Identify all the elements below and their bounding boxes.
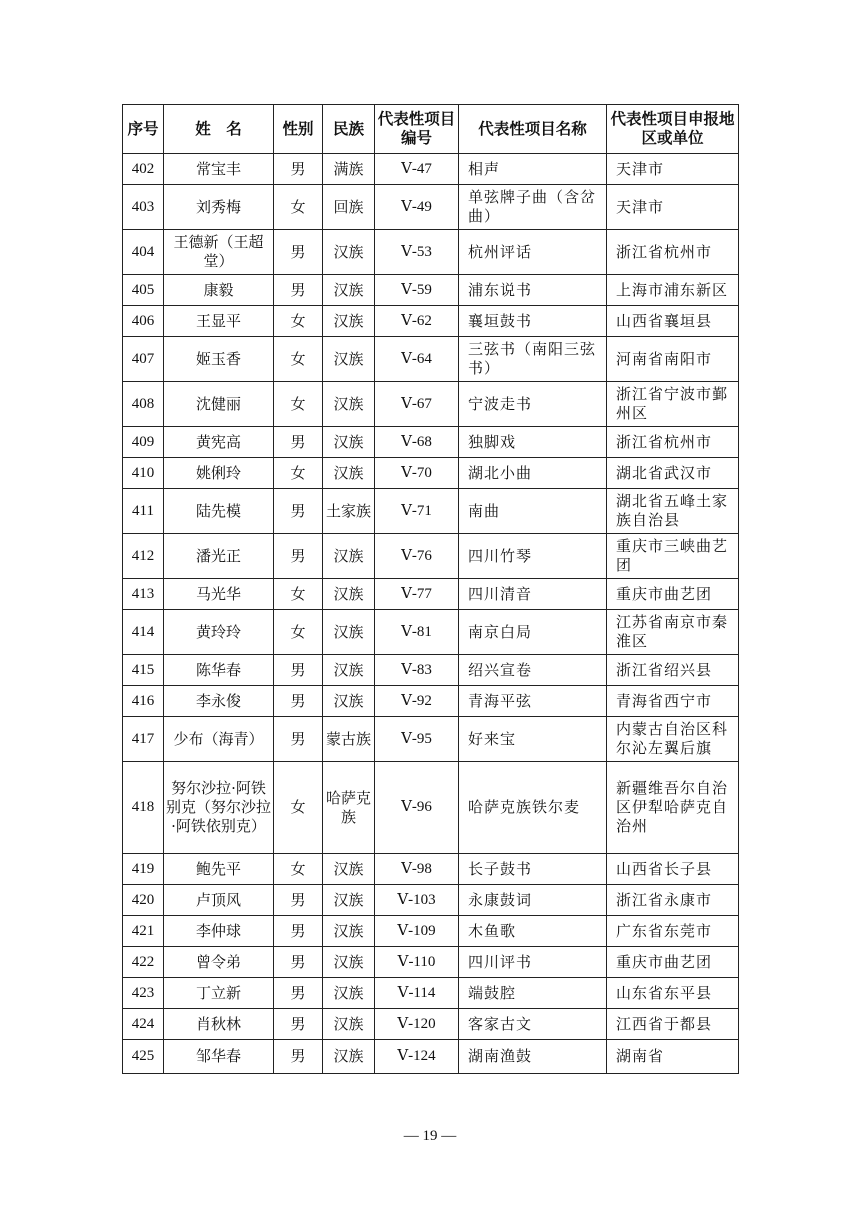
cell-project-code: Ⅴ-120 bbox=[375, 1009, 459, 1040]
cell-serial: 419 bbox=[123, 854, 164, 885]
cell-project-name: 独脚戏 bbox=[459, 427, 607, 458]
cell-ethnicity: 汉族 bbox=[323, 947, 375, 978]
table-row bbox=[123, 686, 739, 717]
cell-region: 湖南省 bbox=[607, 1040, 739, 1074]
cell-project-name: 浦东说书 bbox=[459, 275, 607, 306]
header-project-code: 代表性项目编号 bbox=[375, 105, 459, 154]
cell-project-name: 杭州评话 bbox=[459, 230, 607, 275]
cell-project-code: Ⅴ-76 bbox=[375, 534, 459, 579]
cell-serial: 411 bbox=[123, 489, 164, 534]
header-ethnicity: 民族 bbox=[323, 105, 375, 154]
table-row bbox=[123, 154, 739, 185]
cell-project-name: 四川评书 bbox=[459, 947, 607, 978]
cell-sex: 女 bbox=[274, 382, 323, 427]
cell-sex: 女 bbox=[274, 337, 323, 382]
cell-serial: 414 bbox=[123, 610, 164, 655]
cell-sex: 男 bbox=[274, 947, 323, 978]
cell-ethnicity: 汉族 bbox=[323, 275, 375, 306]
cell-serial: 402 bbox=[123, 154, 164, 185]
cell-serial: 424 bbox=[123, 1009, 164, 1040]
table-row bbox=[123, 185, 739, 230]
cell-region: 青海省西宁市 bbox=[607, 686, 739, 717]
cell-ethnicity: 汉族 bbox=[323, 579, 375, 610]
cell-project-name: 四川竹琴 bbox=[459, 534, 607, 579]
cell-sex: 男 bbox=[274, 427, 323, 458]
cell-serial: 416 bbox=[123, 686, 164, 717]
cell-project-name: 四川清音 bbox=[459, 579, 607, 610]
table-row bbox=[123, 337, 739, 382]
cell-name: 黄宪高 bbox=[164, 427, 274, 458]
cell-sex: 女 bbox=[274, 610, 323, 655]
cell-name: 李永俊 bbox=[164, 686, 274, 717]
cell-project-name: 襄垣鼓书 bbox=[459, 306, 607, 337]
cell-ethnicity: 土家族 bbox=[323, 489, 375, 534]
cell-ethnicity: 汉族 bbox=[323, 655, 375, 686]
cell-project-code: Ⅴ-124 bbox=[375, 1040, 459, 1074]
table-row bbox=[123, 854, 739, 885]
cell-sex: 女 bbox=[274, 854, 323, 885]
cell-project-code: Ⅴ-109 bbox=[375, 916, 459, 947]
cell-name: 黄玲玲 bbox=[164, 610, 274, 655]
cell-name: 康毅 bbox=[164, 275, 274, 306]
cell-name: 潘光正 bbox=[164, 534, 274, 579]
cell-region: 山东省东平县 bbox=[607, 978, 739, 1009]
table-row bbox=[123, 916, 739, 947]
cell-region: 山西省长子县 bbox=[607, 854, 739, 885]
cell-serial: 413 bbox=[123, 579, 164, 610]
cell-region: 广东省东莞市 bbox=[607, 916, 739, 947]
table-row bbox=[123, 427, 739, 458]
cell-region: 浙江省宁波市鄞州区 bbox=[607, 382, 739, 427]
cell-serial: 420 bbox=[123, 885, 164, 916]
cell-serial: 425 bbox=[123, 1040, 164, 1074]
cell-name: 肖秋林 bbox=[164, 1009, 274, 1040]
cell-region: 湖北省武汉市 bbox=[607, 458, 739, 489]
cell-project-name: 单弦牌子曲（含岔曲） bbox=[459, 185, 607, 230]
cell-region: 天津市 bbox=[607, 185, 739, 230]
cell-region: 上海市浦东新区 bbox=[607, 275, 739, 306]
table-row bbox=[123, 230, 739, 275]
cell-project-code: Ⅴ-110 bbox=[375, 947, 459, 978]
cell-serial: 408 bbox=[123, 382, 164, 427]
cell-serial: 404 bbox=[123, 230, 164, 275]
cell-project-code: Ⅴ-81 bbox=[375, 610, 459, 655]
cell-name: 常宝丰 bbox=[164, 154, 274, 185]
cell-project-code: Ⅴ-62 bbox=[375, 306, 459, 337]
cell-region: 山西省襄垣县 bbox=[607, 306, 739, 337]
cell-project-code: Ⅴ-98 bbox=[375, 854, 459, 885]
cell-project-name: 永康鼓词 bbox=[459, 885, 607, 916]
cell-serial: 417 bbox=[123, 717, 164, 762]
cell-project-name: 客家古文 bbox=[459, 1009, 607, 1040]
table-row bbox=[123, 275, 739, 306]
cell-ethnicity: 汉族 bbox=[323, 230, 375, 275]
cell-project-code: Ⅴ-64 bbox=[375, 337, 459, 382]
cell-project-name: 青海平弦 bbox=[459, 686, 607, 717]
cell-serial: 423 bbox=[123, 978, 164, 1009]
cell-serial: 405 bbox=[123, 275, 164, 306]
cell-sex: 男 bbox=[274, 686, 323, 717]
cell-region: 浙江省杭州市 bbox=[607, 230, 739, 275]
cell-project-name: 哈萨克族铁尔麦 bbox=[459, 762, 607, 854]
cell-region: 重庆市曲艺团 bbox=[607, 579, 739, 610]
cell-project-code: Ⅴ-71 bbox=[375, 489, 459, 534]
table-row bbox=[123, 885, 739, 916]
cell-name: 丁立新 bbox=[164, 978, 274, 1009]
cell-sex: 男 bbox=[274, 717, 323, 762]
cell-project-name: 木鱼歌 bbox=[459, 916, 607, 947]
cell-name: 王显平 bbox=[164, 306, 274, 337]
cell-project-name: 好来宝 bbox=[459, 717, 607, 762]
cell-serial: 407 bbox=[123, 337, 164, 382]
header-name: 姓 名 bbox=[164, 105, 274, 154]
cell-sex: 女 bbox=[274, 579, 323, 610]
cell-region: 湖北省五峰土家族自治县 bbox=[607, 489, 739, 534]
cell-ethnicity: 汉族 bbox=[323, 854, 375, 885]
page-number: — 19 — bbox=[403, 1128, 457, 1144]
cell-region: 河南省南阳市 bbox=[607, 337, 739, 382]
cell-ethnicity: 汉族 bbox=[323, 978, 375, 1009]
table-row bbox=[123, 579, 739, 610]
cell-name: 曾令弟 bbox=[164, 947, 274, 978]
cell-region: 浙江省绍兴县 bbox=[607, 655, 739, 686]
table-row bbox=[123, 762, 739, 854]
cell-serial: 418 bbox=[123, 762, 164, 854]
cell-name: 陆先模 bbox=[164, 489, 274, 534]
cell-ethnicity: 汉族 bbox=[323, 306, 375, 337]
cell-region: 浙江省永康市 bbox=[607, 885, 739, 916]
cell-ethnicity: 蒙古族 bbox=[323, 717, 375, 762]
header-sex: 性别 bbox=[274, 105, 323, 154]
cell-name: 王德新（王超堂） bbox=[164, 230, 274, 275]
cell-region: 江西省于都县 bbox=[607, 1009, 739, 1040]
cell-project-name: 宁波走书 bbox=[459, 382, 607, 427]
cell-sex: 男 bbox=[274, 1009, 323, 1040]
cell-region: 浙江省杭州市 bbox=[607, 427, 739, 458]
cell-project-code: Ⅴ-70 bbox=[375, 458, 459, 489]
cell-ethnicity: 满族 bbox=[323, 154, 375, 185]
table-row bbox=[123, 489, 739, 534]
table-row bbox=[123, 655, 739, 686]
table-row bbox=[123, 306, 739, 337]
table-row bbox=[123, 978, 739, 1009]
cell-sex: 男 bbox=[274, 978, 323, 1009]
cell-region: 重庆市曲艺团 bbox=[607, 947, 739, 978]
cell-ethnicity: 汉族 bbox=[323, 382, 375, 427]
cell-ethnicity: 汉族 bbox=[323, 916, 375, 947]
cell-name: 鲍先平 bbox=[164, 854, 274, 885]
cell-project-code: Ⅴ-95 bbox=[375, 717, 459, 762]
cell-project-code: Ⅴ-59 bbox=[375, 275, 459, 306]
cell-serial: 422 bbox=[123, 947, 164, 978]
cell-project-name: 绍兴宣卷 bbox=[459, 655, 607, 686]
cell-ethnicity: 哈萨克族 bbox=[323, 762, 375, 854]
cell-ethnicity: 汉族 bbox=[323, 610, 375, 655]
table-row bbox=[123, 458, 739, 489]
cell-sex: 女 bbox=[274, 306, 323, 337]
cell-ethnicity: 汉族 bbox=[323, 1009, 375, 1040]
cell-project-code: Ⅴ-92 bbox=[375, 686, 459, 717]
inheritors-table bbox=[122, 104, 739, 1074]
header-project-name: 代表性项目名称 bbox=[459, 105, 607, 154]
cell-sex: 男 bbox=[274, 916, 323, 947]
cell-project-code: Ⅴ-77 bbox=[375, 579, 459, 610]
cell-project-code: Ⅴ-83 bbox=[375, 655, 459, 686]
cell-project-name: 相声 bbox=[459, 154, 607, 185]
cell-name: 陈华春 bbox=[164, 655, 274, 686]
cell-serial: 410 bbox=[123, 458, 164, 489]
cell-project-name: 湖南渔鼓 bbox=[459, 1040, 607, 1074]
cell-name: 努尔沙拉·阿铁别克（努尔沙拉·阿铁依别克） bbox=[164, 762, 274, 854]
cell-ethnicity: 回族 bbox=[323, 185, 375, 230]
table-body bbox=[123, 154, 739, 1074]
cell-project-name: 南京白局 bbox=[459, 610, 607, 655]
cell-project-code: Ⅴ-49 bbox=[375, 185, 459, 230]
cell-project-name: 长子鼓书 bbox=[459, 854, 607, 885]
table-row bbox=[123, 947, 739, 978]
table-row bbox=[123, 717, 739, 762]
cell-name: 姚俐玲 bbox=[164, 458, 274, 489]
cell-ethnicity: 汉族 bbox=[323, 686, 375, 717]
cell-project-code: Ⅴ-53 bbox=[375, 230, 459, 275]
cell-sex: 男 bbox=[274, 885, 323, 916]
cell-ethnicity: 汉族 bbox=[323, 885, 375, 916]
cell-sex: 男 bbox=[274, 1040, 323, 1074]
cell-project-code: Ⅴ-68 bbox=[375, 427, 459, 458]
cell-project-name: 湖北小曲 bbox=[459, 458, 607, 489]
cell-serial: 409 bbox=[123, 427, 164, 458]
cell-name: 卢顶风 bbox=[164, 885, 274, 916]
cell-sex: 女 bbox=[274, 762, 323, 854]
header-region: 代表性项目申报地区或单位 bbox=[607, 105, 739, 154]
cell-region: 天津市 bbox=[607, 154, 739, 185]
cell-sex: 女 bbox=[274, 185, 323, 230]
cell-region: 重庆市三峡曲艺团 bbox=[607, 534, 739, 579]
cell-project-code: Ⅴ-103 bbox=[375, 885, 459, 916]
cell-project-code: Ⅴ-114 bbox=[375, 978, 459, 1009]
cell-name: 姬玉香 bbox=[164, 337, 274, 382]
header-serial: 序号 bbox=[123, 105, 164, 154]
cell-region: 内蒙古自治区科尔沁左翼后旗 bbox=[607, 717, 739, 762]
cell-ethnicity: 汉族 bbox=[323, 337, 375, 382]
cell-ethnicity: 汉族 bbox=[323, 1040, 375, 1074]
cell-project-name: 南曲 bbox=[459, 489, 607, 534]
cell-serial: 421 bbox=[123, 916, 164, 947]
cell-sex: 男 bbox=[274, 655, 323, 686]
table-row bbox=[123, 382, 739, 427]
cell-name: 李仲球 bbox=[164, 916, 274, 947]
cell-project-name: 端鼓腔 bbox=[459, 978, 607, 1009]
table-row bbox=[123, 610, 739, 655]
cell-project-code: Ⅴ-47 bbox=[375, 154, 459, 185]
header-row bbox=[123, 105, 739, 154]
cell-serial: 403 bbox=[123, 185, 164, 230]
cell-serial: 415 bbox=[123, 655, 164, 686]
cell-sex: 女 bbox=[274, 458, 323, 489]
cell-region: 江苏省南京市秦淮区 bbox=[607, 610, 739, 655]
cell-project-name: 三弦书（南阳三弦书） bbox=[459, 337, 607, 382]
table-row bbox=[123, 1040, 739, 1074]
table-row bbox=[123, 534, 739, 579]
table-row bbox=[123, 1009, 739, 1040]
cell-sex: 男 bbox=[274, 154, 323, 185]
cell-name: 刘秀梅 bbox=[164, 185, 274, 230]
cell-name: 邹华春 bbox=[164, 1040, 274, 1074]
cell-ethnicity: 汉族 bbox=[323, 458, 375, 489]
cell-ethnicity: 汉族 bbox=[323, 534, 375, 579]
cell-serial: 406 bbox=[123, 306, 164, 337]
cell-sex: 男 bbox=[274, 489, 323, 534]
cell-name: 马光华 bbox=[164, 579, 274, 610]
cell-region: 新疆维吾尔自治区伊犁哈萨克自治州 bbox=[607, 762, 739, 854]
cell-name: 少布（海青） bbox=[164, 717, 274, 762]
cell-sex: 男 bbox=[274, 534, 323, 579]
cell-sex: 男 bbox=[274, 230, 323, 275]
cell-name: 沈健丽 bbox=[164, 382, 274, 427]
cell-project-code: Ⅴ-96 bbox=[375, 762, 459, 854]
cell-serial: 412 bbox=[123, 534, 164, 579]
cell-project-code: Ⅴ-67 bbox=[375, 382, 459, 427]
cell-sex: 男 bbox=[274, 275, 323, 306]
cell-ethnicity: 汉族 bbox=[323, 427, 375, 458]
